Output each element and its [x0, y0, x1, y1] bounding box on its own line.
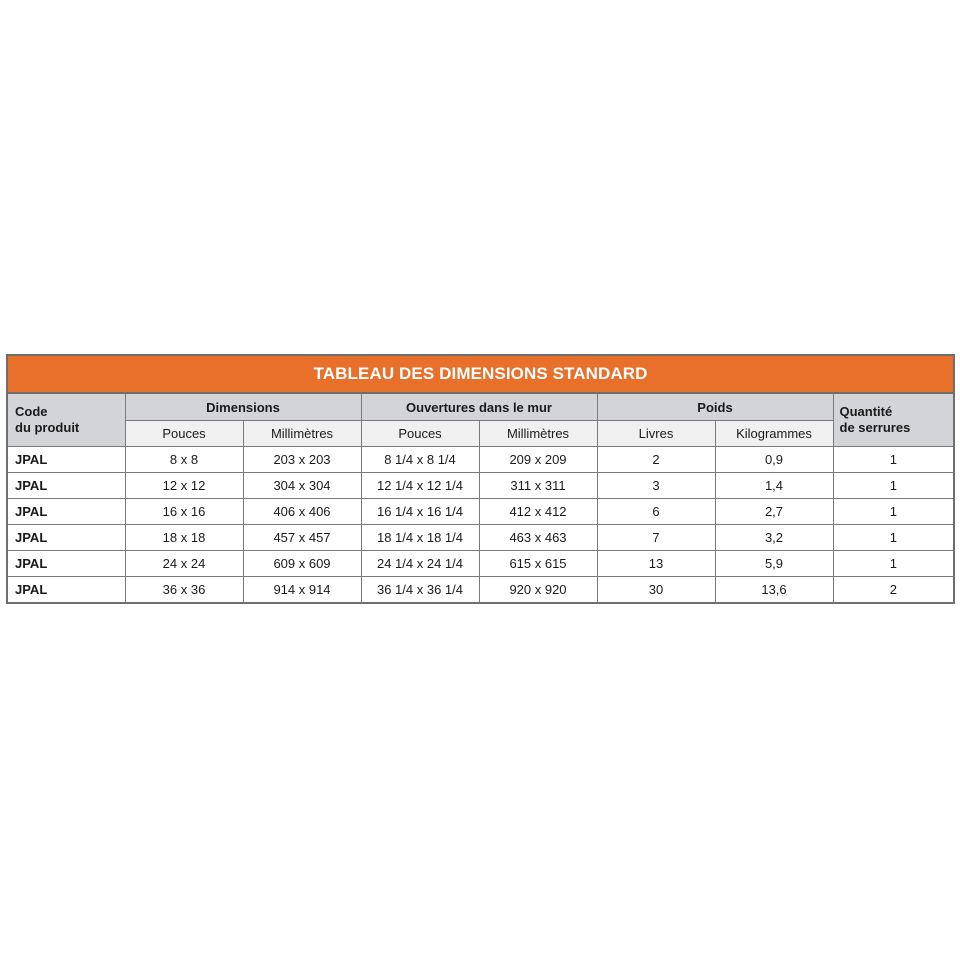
cell-ouv-mm: 209 x 209	[479, 447, 597, 473]
cell-dim-mm: 457 x 457	[243, 525, 361, 551]
cell-dim-pouces: 8 x 8	[125, 447, 243, 473]
cell-dim-mm: 203 x 203	[243, 447, 361, 473]
subheader-livres: Livres	[597, 421, 715, 447]
cell-ouv-mm: 412 x 412	[479, 499, 597, 525]
standard-dimensions-table	[6, 354, 955, 604]
dimensions-table-container	[6, 354, 953, 604]
cell-kg: 1,4	[715, 473, 833, 499]
cell-dim-mm: 914 x 914	[243, 577, 361, 604]
cell-livres: 6	[597, 499, 715, 525]
cell-dim-pouces: 36 x 36	[125, 577, 243, 604]
cell-code: JPAL	[7, 551, 125, 577]
cell-dim-mm: 609 x 609	[243, 551, 361, 577]
cell-quantite: 1	[833, 473, 954, 499]
subheader-ouv-mm: Millimètres	[479, 421, 597, 447]
cell-ouv-mm: 463 x 463	[479, 525, 597, 551]
header-code-line1: Code	[15, 404, 48, 419]
table-row	[7, 525, 954, 551]
cell-quantite: 1	[833, 499, 954, 525]
subheader-kg: Kilogrammes	[715, 421, 833, 447]
cell-dim-pouces: 16 x 16	[125, 499, 243, 525]
subheader-dim-pouces: Pouces	[125, 421, 243, 447]
subheader-ouv-pouces: Pouces	[361, 421, 479, 447]
cell-ouv-pouces: 8 1/4 x 8 1/4	[361, 447, 479, 473]
subheader-dim-mm: Millimètres	[243, 421, 361, 447]
subheader-row	[7, 421, 954, 447]
cell-ouv-pouces: 18 1/4 x 18 1/4	[361, 525, 479, 551]
table-row	[7, 577, 954, 604]
table-title: TABLEAU DES DIMENSIONS STANDARD	[7, 355, 954, 393]
header-poids: Poids	[597, 393, 833, 421]
cell-kg: 5,9	[715, 551, 833, 577]
cell-code: JPAL	[7, 473, 125, 499]
cell-livres: 3	[597, 473, 715, 499]
cell-kg: 2,7	[715, 499, 833, 525]
header-code-line2: du produit	[15, 420, 80, 435]
cell-livres: 2	[597, 447, 715, 473]
header-quantite-line2: de serrures	[839, 420, 911, 435]
cell-livres: 30	[597, 577, 715, 604]
cell-quantite: 2	[833, 577, 954, 604]
cell-ouv-mm: 311 x 311	[479, 473, 597, 499]
cell-kg: 0,9	[715, 447, 833, 473]
cell-dim-mm: 406 x 406	[243, 499, 361, 525]
header-quantite	[833, 393, 954, 447]
cell-ouv-pouces: 16 1/4 x 16 1/4	[361, 499, 479, 525]
header-ouvertures: Ouvertures dans le mur	[361, 393, 597, 421]
table-body	[7, 447, 954, 604]
cell-code: JPAL	[7, 499, 125, 525]
cell-code: JPAL	[7, 447, 125, 473]
cell-quantite: 1	[833, 551, 954, 577]
cell-ouv-pouces: 24 1/4 x 24 1/4	[361, 551, 479, 577]
cell-dim-pouces: 12 x 12	[125, 473, 243, 499]
cell-code: JPAL	[7, 577, 125, 604]
title-row	[7, 355, 954, 393]
cell-code: JPAL	[7, 525, 125, 551]
cell-quantite: 1	[833, 525, 954, 551]
cell-dim-pouces: 18 x 18	[125, 525, 243, 551]
header-dimensions: Dimensions	[125, 393, 361, 421]
table-row	[7, 447, 954, 473]
header-quantite-line1: Quantité	[839, 404, 893, 419]
cell-dim-mm: 304 x 304	[243, 473, 361, 499]
table-row	[7, 499, 954, 525]
cell-quantite: 1	[833, 447, 954, 473]
header-row	[7, 393, 954, 421]
table-row	[7, 551, 954, 577]
cell-livres: 13	[597, 551, 715, 577]
header-code	[7, 393, 125, 447]
cell-kg: 3,2	[715, 525, 833, 551]
cell-kg: 13,6	[715, 577, 833, 604]
cell-dim-pouces: 24 x 24	[125, 551, 243, 577]
cell-ouv-mm: 615 x 615	[479, 551, 597, 577]
cell-ouv-pouces: 12 1/4 x 12 1/4	[361, 473, 479, 499]
cell-livres: 7	[597, 525, 715, 551]
cell-ouv-mm: 920 x 920	[479, 577, 597, 604]
cell-ouv-pouces: 36 1/4 x 36 1/4	[361, 577, 479, 604]
table-row	[7, 473, 954, 499]
